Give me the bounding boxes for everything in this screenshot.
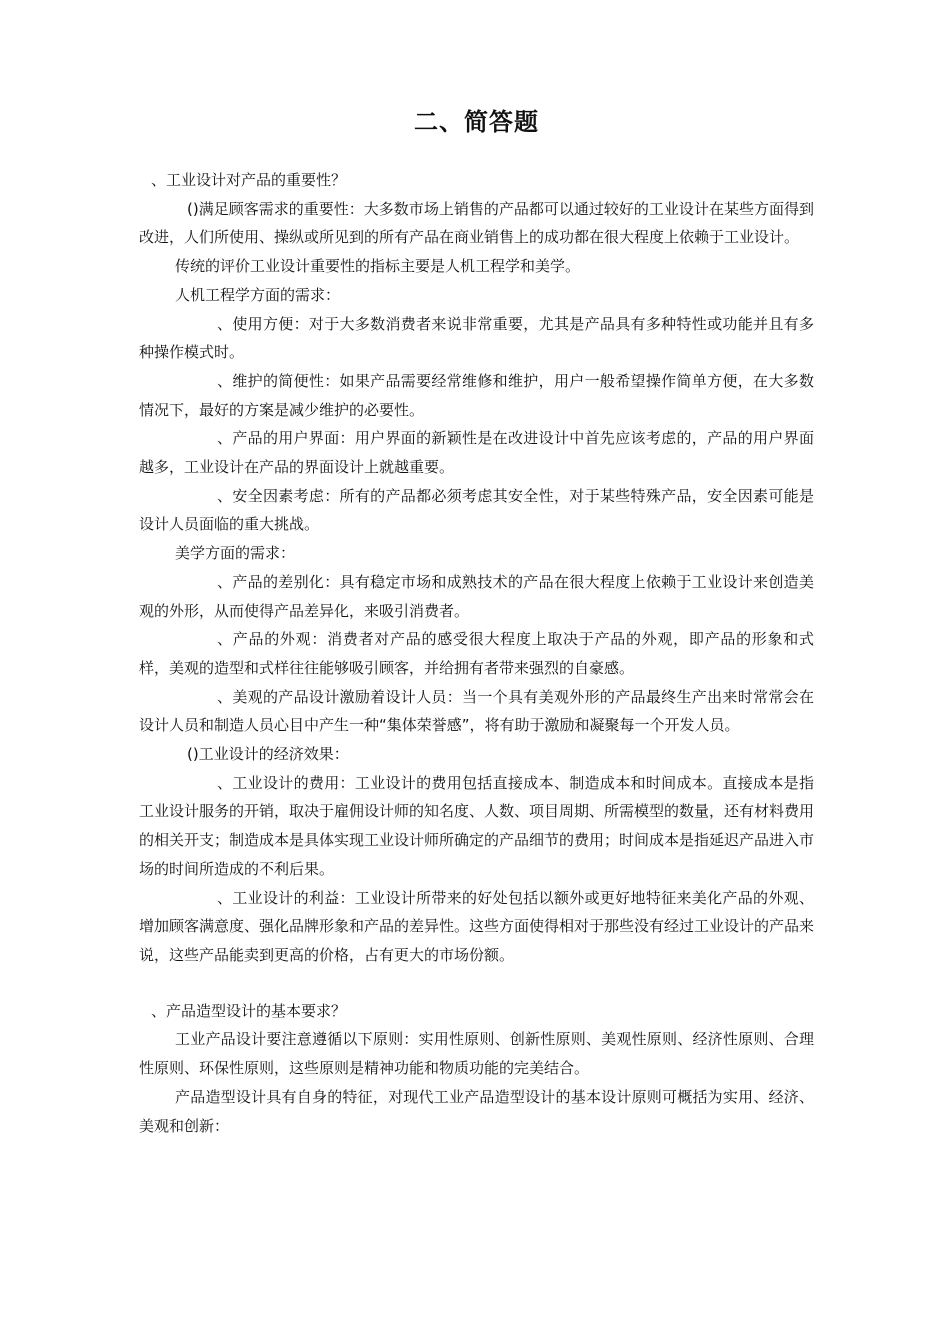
list-item: 、维护的简便性：如果产品需要经常维修和维护，用户一般希望操作简单方便，在大多数情况下，最好的方案是减少维护的必要性。	[139, 371, 814, 419]
section-label: 美学方面的需求：	[175, 544, 296, 563]
list-item: 、安全因素考虑：所有的产品都必须考虑其安全性，对于某些特殊产品，安全因素可能是设计人员面临的重大挑战。	[139, 486, 814, 534]
question-heading: 、工业设计对产品的重要性？	[151, 171, 347, 189]
list-item: 、产品的外观：消费者对产品的感受很大程度上取决于产品的外观，即产品的形象和式样，美观的造型和式样往往能够吸引顾客，并给拥有者带来强烈的自豪感。	[139, 630, 814, 677]
list-item: 、工业设计的费用：工业设计的费用包括直接成本、制造成本和时间成本。直接成本是指工业设计服务的开销，取决于雇佣设计师的知名度、人数、项目周期、所需模型的数量，还有材料费用的相关开支；制造成本是具体实现工业设计师所确定的产品细节的费用；时间成本是指延迟产品进入市场的时间所造成的不利后果。	[139, 773, 815, 878]
list-item: 、美观的产品设计激励着设计人员：当一个具有美观外形的产品最终生产出来时常常会在设计人员和制造人员心目中产生一种“集体荣誉感”，将有助于激励和凝聚每一个开发人员。	[139, 687, 814, 735]
list-item: 、产品的用户界面：用户界面的新颖性是在改进设计中首先应该考虑的，产品的用户界面越多，工业设计在产品的界面设计上就越重要。	[139, 429, 814, 477]
question-heading: 、产品造型设计的基本要求？	[151, 1001, 347, 1020]
section-label: 人机工程学方面的需求：	[175, 285, 341, 304]
section-label: ()工业设计的经济效果：	[187, 745, 349, 764]
page-title: 二、简答题	[414, 108, 539, 136]
spacer	[139, 970, 814, 997]
list-item: 、使用方便：对于大多数消费者来说非常重要，尤其是产品具有多种特性或功能并且有多种操作模式时。	[139, 314, 814, 362]
list-item: 、产品的差别化：具有稳定市场和成熟技术的产品在很大程度上依赖于工业设计来创造美观的外形，从而使得产品差异化，来吸引消费者。	[139, 572, 814, 620]
paragraph: 工业产品设计要注意遵循以下原则：实用性原则、创新性原则、美观性原则、经济性原则、合理性原则、环保性原则，这些原则是精神功能和物质功能的完美结合。	[139, 1030, 814, 1078]
paragraph: 产品造型设计具有自身的特征，对现代工业产品造型设计的基本设计原则可概括为实用、经济、美观和创新：	[139, 1087, 814, 1135]
paragraph: ()满足顾客需求的重要性：大多数市场上销售的产品都可以通过较好的工业设计在某些方面得到改进，人们所使用、操纵或所见到的所有产品在商业销售上的成功都在很大程度上依赖于工业设计。	[139, 199, 814, 247]
document-page	[139, 104, 814, 1140]
paragraph: 传统的评价工业设计重要性的指标主要是人机工程学和美学。	[175, 257, 581, 276]
list-item: 、工业设计的利益：工业设计所带来的好处包括以额外或更好地特征来美化产品的外观、增加顾客满意度、强化品牌形象和产品的差异性。这些方面使得相对于那些没有经过工业设计的产品来说，这些产品能卖到更高的价格，占有更大的市场份额。	[139, 888, 815, 964]
